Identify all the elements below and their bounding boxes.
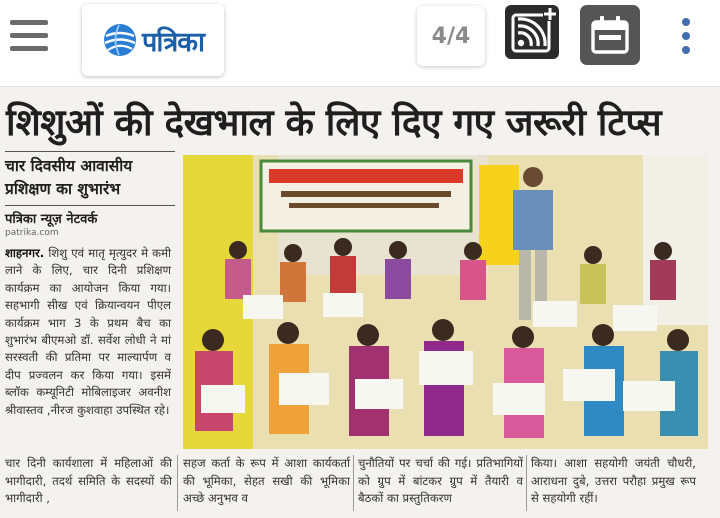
- page-counter[interactable]: 4/4: [417, 6, 485, 66]
- article-column-3: चुनौतियों पर चर्चा की गई। प्रतिभागियों को ग्रुप में बांटकर ग्रुप में तैयारी व बैठकों का प्रस्तुतिकरण: [358, 456, 523, 506]
- logo-text: पत्रिका: [142, 26, 204, 58]
- column-divider: [177, 455, 178, 511]
- article-lead: [5, 245, 171, 419]
- article-byline: पत्रिका न्यूज़ नेटवर्क: [5, 212, 98, 227]
- patrika-logo-button[interactable]: [82, 4, 224, 76]
- column-divider: [526, 455, 527, 511]
- byline-site: patrika.com: [5, 228, 59, 238]
- top-app-bar: [0, 0, 720, 87]
- column-divider: [353, 455, 354, 511]
- calendar-button[interactable]: [580, 5, 640, 65]
- article-photo: [183, 155, 708, 449]
- article-column-4: किया। आशा सहयोगी जयंती चौधरी, आराधना दुबे, उत्तरा परौहा प्रमुख रूप से सहयोगी रहीं।: [531, 456, 696, 506]
- hamburger-menu-icon[interactable]: [10, 20, 50, 52]
- divider: [5, 151, 175, 152]
- article-column-2: सहज कर्ता के रूप में आशा कार्यकर्ता की भूमिका, सेहत सखी की भूमिका अच्छे अनुभव व: [183, 456, 350, 506]
- dateline: शाहनगर.: [5, 246, 45, 260]
- newspaper-clipping: [0, 87, 720, 518]
- globe-logo-icon: [102, 22, 138, 58]
- article-headline: शिशुओं की देखभाल के लिए दिए गए जरूरी टिप्स: [6, 101, 662, 144]
- more-vertical-icon[interactable]: [676, 18, 696, 62]
- lead-text: शिशु एवं मातृ मृत्युदर मे कमी लाने के लिए, चार दिनी प्रशिक्षण कार्यक्रम का आयोजन किया गया। सहभागी सीख एवं क्रियान्वयन पीएल कार्यक्रम भाग 3 के प्रथम बैच का शुभारंभ बीएमओ डॉ. सर्वेश लोधी ने मां सरस्वती की प्रतिमा पर माल्यार्पण व दीप प्रज्वलन कर किया गया। इसमें ब्लॉक कम्यूनिटी मोबिलाइजर अवनीश श्रीवास्तव ,नीरज कुशवाहा उपस्थित रहे।: [5, 246, 172, 417]
- rss-add-button[interactable]: [505, 5, 559, 59]
- article-column-1: चार दिनी कार्यशाला में महिलाओं की भागीदारी, तदर्थ समिति के सदस्यों की भागीदारी ,: [5, 456, 172, 506]
- divider: [5, 205, 175, 206]
- calendar-icon: [580, 5, 640, 65]
- rss-add-icon: [505, 5, 559, 59]
- article-subhead: चार दिवसीय आवासीय प्रशिक्षण का शुभारंभ: [5, 157, 133, 198]
